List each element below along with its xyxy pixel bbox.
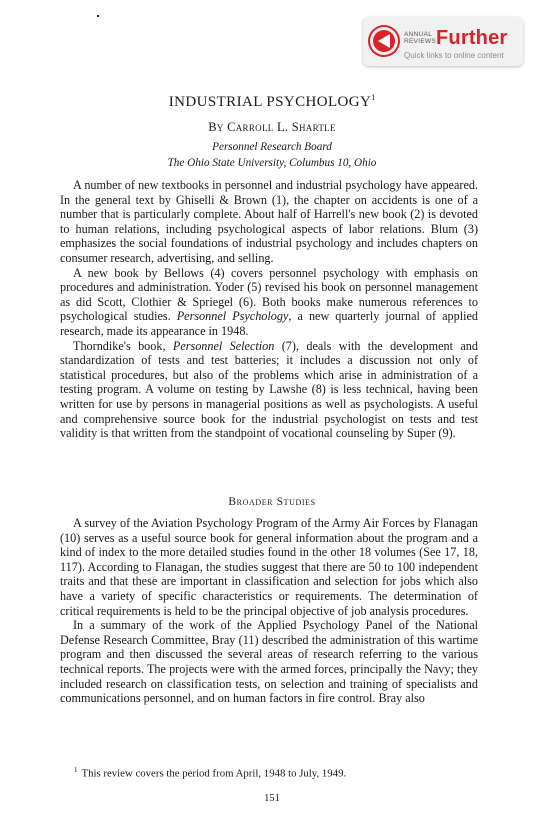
footnote-marker: 1 xyxy=(74,766,78,774)
intro-paragraphs xyxy=(60,178,478,441)
page-number: 151 xyxy=(264,793,280,804)
affiliation-university: The Ohio State University, Columbus 10, Ohio xyxy=(167,157,377,169)
quick-links-label: Quick links to online content xyxy=(404,51,504,60)
annual-reviews-further-banner[interactable] xyxy=(363,17,523,66)
broader-studies-paragraphs xyxy=(60,516,478,706)
section-heading-broader-studies: Broader Studies xyxy=(228,496,316,508)
paragraph-bellows: A new book by Bellows (4) covers personnel psychology with emphasis on procedures and administration. Yoder (5) revised his book on personnel management as did Scott, Clothier & Spriegel (6). Both books make numerous references to psychological studies. Personnel Psychology, a new quarterly journal of applied research, made its appearance in 1948. xyxy=(60,265,479,338)
affiliation-board: Personnel Research Board xyxy=(212,141,332,153)
paragraph-bray: In a summary of the work of the Applied Psychology Panel of the National Defense Research Committee, Bray (11) described the administration of this wartime program and then discussed the several areas of research referring to the various technical reports. The projects were with the armed forces, principally the Navy; they included research on classification tests, on selection and training of specialists and communications personnel, and on human factors in fire control. Bray also xyxy=(60,618,478,706)
annual-reviews-label: ANNUAL REVIEWS xyxy=(404,31,437,45)
scan-speck xyxy=(97,15,99,17)
footnote-text: This review covers the period from April, 1948 to July, 1949. xyxy=(81,767,347,780)
footnote xyxy=(74,766,346,780)
further-label: Further xyxy=(436,27,508,49)
author-line: By Carroll L. Shartle xyxy=(208,120,336,134)
paragraph-textbooks: A number of new textbooks in personnel and industrial psychology have appeared. In the general text by Ghiselli & Brown (1), the chapter on accidents is one of a number that is particularly complete. About half of Harrell's new book (2) is devoted to human relations, including psychological aspects of labor relations. Blum (3) emphasizes the social foundations of industrial psychology and includes chapters on consumer research, advertising, and selling. xyxy=(60,178,478,265)
play-icon xyxy=(370,27,398,55)
paragraph-thorndike: Thorndike's book, Personnel Selection (7), deals with the development and standardization of tests and test batteries; it includes a discussion not only of statistical procedures, but also of the problems which arise in administration of a testing program. A volume on testing by Lawshe (8) is less technical, having been written for use by persons in managerial positions as well as psychologists. A useful and comprehensive source book for the industrial psychologist on tests and test validity is that written from the standpoint of vocational counseling by Super (9). xyxy=(60,338,478,441)
paragraph-flanagan: A survey of the Aviation Psychology Program of the Army Air Forces by Flanagan (10) serves as a useful source book for general information about the program and a kind of index to the more detailed studies found in the other 18 volumes (See 17, 18, 117). According to Flanagan, the studies suggest that there are 50 to 100 independent traits and that these are important in classification and selection for jobs which also have a variety of specific characteristics or requirements. The determination of critical requirements is held to be the principal objective of job analysis procedures. xyxy=(60,516,478,618)
title-footnote-marker: 1 xyxy=(371,93,376,102)
article-title: INDUSTRIAL PSYCHOLOGY$^1$ xyxy=(168,93,376,110)
